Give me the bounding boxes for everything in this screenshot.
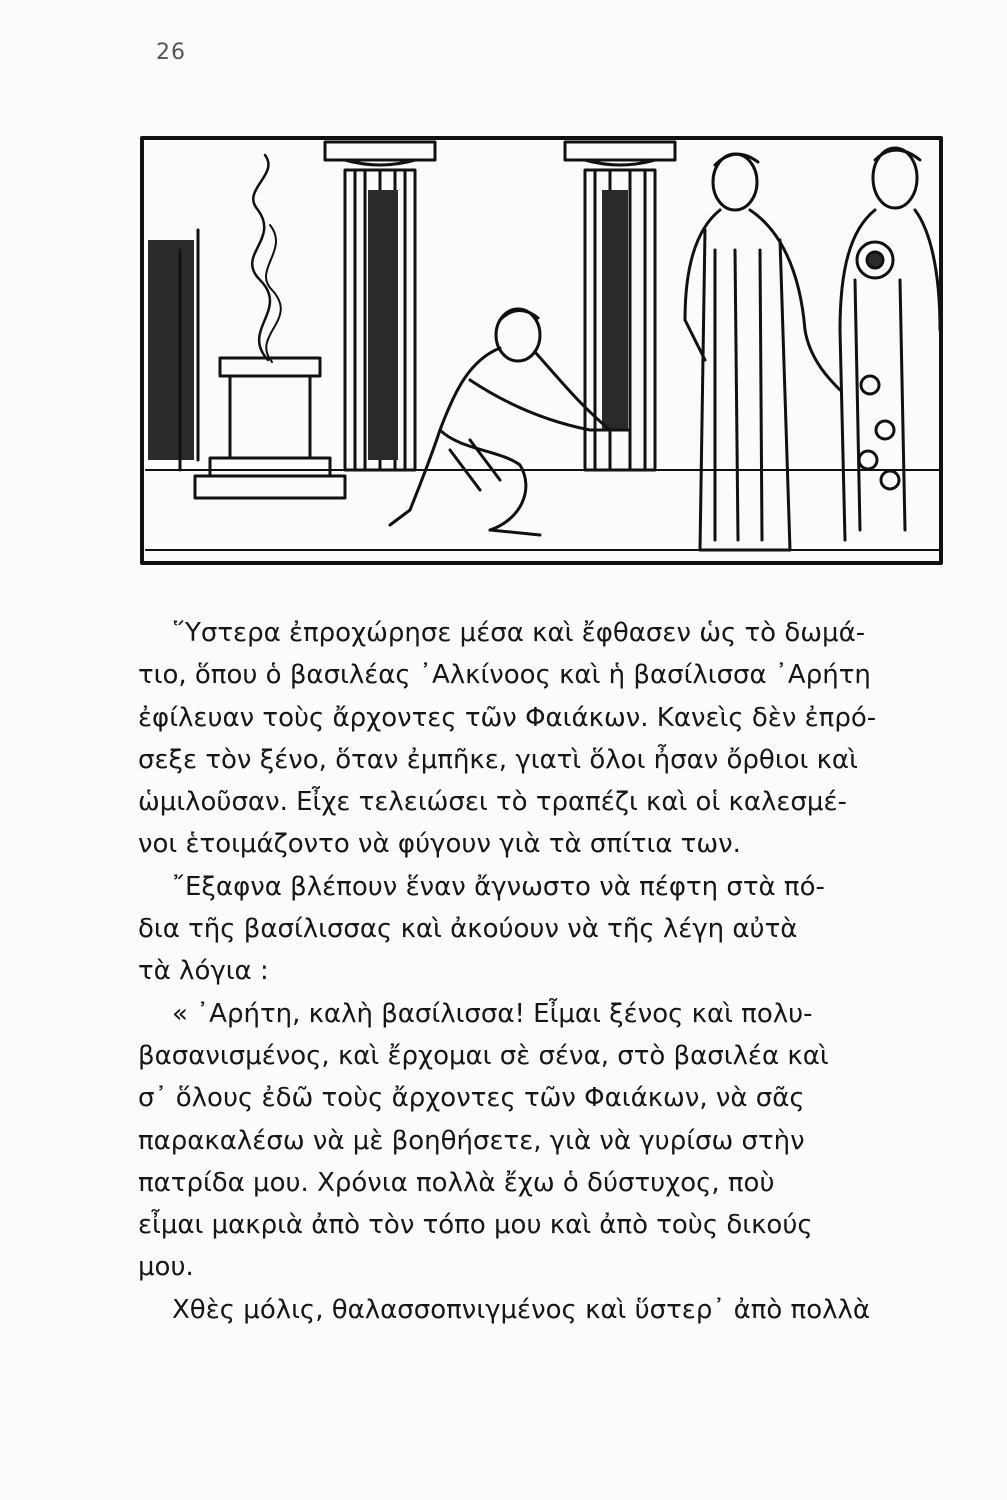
- text-line: δια τῆς βασίλισσας καὶ ἀκούουν νὰ τῆς λέγη αὐτὰ: [138, 914, 798, 945]
- text-line: τὰ λόγια :: [138, 956, 269, 987]
- altar: [195, 358, 345, 498]
- text-line: Χθὲς μόλις, θαλασσοπνιγμένος καὶ ὕστερ᾿ ἀπὸ πολλὰ: [172, 1294, 871, 1325]
- illustration: [140, 130, 945, 572]
- standing-man: [840, 148, 940, 540]
- body-text: [138, 612, 950, 1331]
- column-right: [565, 142, 675, 470]
- smoke-icon: [252, 155, 270, 360]
- text-line: παρακαλέσω νὰ μὲ βοηθήσετε, γιὰ νὰ γυρίσω στὴν: [138, 1125, 805, 1156]
- text-line: μου.: [138, 1252, 194, 1283]
- wall-shadow: [148, 240, 194, 460]
- text-line: « ᾿Αρήτη, καλὴ βασίλισσα! Εἶμαι ξένος καὶ πολυ-: [172, 998, 813, 1029]
- illustration-drawing: [140, 130, 945, 572]
- text-line: ῞Υστερα ἐπροχώρησε μέσα καὶ ἔφθασεν ὡς τὸ δωμά-: [172, 618, 866, 648]
- text-line: βασανισμένος, καὶ ἔρχομαι σὲ σένα, στὸ βασιλέα καὶ: [138, 1040, 829, 1071]
- text-line: σεξε τὸν ξένο, ὅταν ἐμπῆκε, γιατὶ ὅλοι ἦσαν ὄρθιοι καὶ: [138, 744, 858, 775]
- kneeling-man: [390, 309, 628, 535]
- text-line: πατρίδα μου. Χρόνια πολλὰ ἔχω ὁ δύστυχος, ποὺ: [138, 1167, 775, 1198]
- column-left: [325, 142, 435, 470]
- text-line: εἶμαι μακριὰ ἀπὸ τὸν τόπο μου καὶ ἀπὸ τοὺς δικούς: [138, 1210, 813, 1241]
- text-line: νοι ἑτοιμάζοντο νὰ φύγουν γιὰ τὰ σπίτια των.: [138, 829, 741, 860]
- text-line: τιο, ὅπου ὁ βασιλέας ᾿Αλκίνοος καὶ ἡ βασίλισσα ᾿Αρήτη: [138, 660, 871, 691]
- text-line: ῎Εξαφνα βλέπουν ἕναν ἄγνωστο νὰ πέφτη στὰ πό-: [172, 871, 825, 902]
- text-line: ὡμιλοῦσαν. Εἶχε τελειώσει τὸ τραπέζι καὶ οἱ καλεσμέ-: [138, 787, 847, 818]
- text-line: σ᾿ ὅλους ἐδῶ τοὺς ἄρχοντες τῶν Φαιάκων, νὰ σᾶς: [138, 1083, 805, 1114]
- page-number: 26: [156, 40, 186, 65]
- text-line: ἐφίλευαν τοὺς ἄρχοντες τῶν Φαιάκων. Κανεὶς δὲν ἐπρό-: [138, 702, 877, 733]
- standing-woman: [685, 154, 840, 550]
